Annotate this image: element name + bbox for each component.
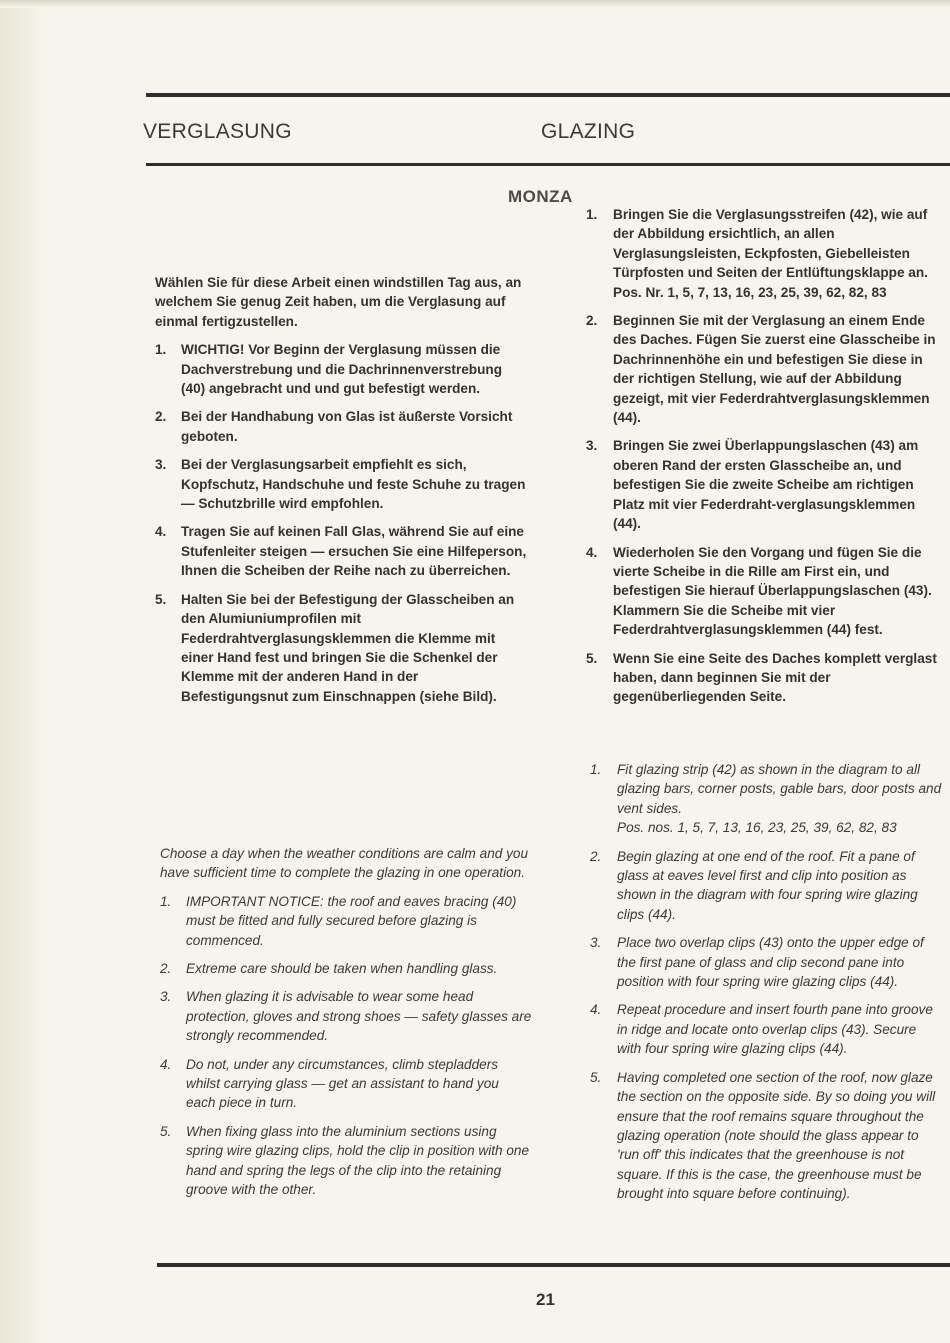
model-subtitle: MONZA	[508, 187, 573, 206]
list-item: 5. Halten Sie bei der Befestigung der Glasscheiben an den Alumiuniumprofilen mit Federdrahtverglasungsklemmen die Klemme mit einer Hand fest und bringen Sie die Schenkel der Klemme mit der anderen Hand in der Befestigungsnut zum Einschnappen (siehe Bild).	[155, 591, 515, 704]
page-edge-shadow	[0, 0, 42, 1343]
list-item: 2. Extreme care should be taken when handling glass.	[160, 961, 498, 977]
bottom-rule	[157, 1263, 950, 1267]
list-item: 3. Bringen Sie zwei Überlappungslaschen (43) am oberen Rand der ersten Glasscheibe an, und befestigen Sie die zweite Scheibe am richtigen Platz mit vier Federdraht-verglasungsklemmen (44).	[586, 438, 919, 532]
english-intro: Choose a day when the weather conditions are calm and you have sufficient time to complete the glazing in one operation.	[160, 846, 529, 881]
german-intro: Wählen Sie für diese Arbeit einen windstillen Tag aus, an welchem Sie genug Zeit haben, um die Verglasung auf einmal fertigzustellen.	[155, 275, 522, 329]
list-item: 5. Having completed one section of the roof, now glaze the section on the opposite side. By so doing you will ensure that the roof remains square throughout the glazing operation (note should the glass appear to 'run off' this indicates that the greenhouse is not square. If this is the case, the greenhouse must be brought into square before continuing).	[590, 1069, 936, 1202]
page-number: 21	[536, 1290, 555, 1309]
list-item: 1. Fit glazing strip (42) as shown in the diagram to all glazing bars, corner posts, gable bars, door posts and vent sides. Pos. nos. 1, 5, 7, 13, 16, 23, 25, 39, 62, 82, 83	[590, 762, 942, 836]
header-left-title: VERGLASUNG	[143, 120, 292, 143]
list-item: 3. Place two overlap clips (43) onto the upper edge of the first pane of glass and clip second pane into position with four spring wire glazing clips (44).	[590, 935, 924, 990]
german-right-list	[586, 205, 944, 707]
header-right-title: GLAZING	[541, 120, 636, 143]
top-rule	[146, 93, 950, 97]
english-left-list	[160, 892, 532, 1200]
english-right-list	[590, 760, 944, 1204]
list-item: 2. Bei der Handhabung von Glas ist äußerste Vorsicht geboten.	[155, 409, 513, 444]
list-item: 1. WICHTIG! Vor Beginn der Verglasung müssen die Dachverstrebung und die Dachrinnenverstrebung (40) angebracht und und gut befestigt werden.	[155, 342, 503, 397]
german-right-column	[586, 196, 944, 707]
list-item: 4. Repeat procedure and insert fourth pane into groove in ridge and locate onto overlap clips (43). Secure with four spring wire glazing clips (44).	[590, 1002, 933, 1057]
page-edge-top	[0, 0, 950, 8]
english-left-column	[160, 844, 532, 1200]
list-item: 5. When fixing glass into the aluminium sections using spring wire glazing clips, hold the clip in position with one hand and spring the legs of the clip into the retaining groove with the other.	[160, 1123, 530, 1198]
list-item: 1. Bringen Sie die Verglasungsstreifen (42), wie auf der Abbildung ersichtlich, an allen Verglasungsleisten, Eckpfosten, Giebelleisten Türpfosten und Seiten der Entlüftungsklappe an. Pos. Nr. 1, 5, 7, 13, 16, 23, 25, 39, 62, 82, 83	[586, 207, 928, 300]
list-item: 2. Begin glazing at one end of the roof. Fit a pane of glass at eaves level first and clip into position as shown in the diagram with four spring wire glazing clips (44).	[590, 848, 918, 922]
english-right-column	[590, 751, 944, 1204]
list-item: 3. Bei der Verglasungsarbeit empfiehlt es sich, Kopfschutz, Handschuhe und feste Schuhe zu tragen — Schutzbrille wird empfohlen.	[155, 457, 526, 512]
list-item: 4. Do not, under any circumstances, climb stepladders whilst carrying glass — get an assistant to hand you each piece in turn.	[160, 1056, 499, 1111]
list-item: 4. Wiederholen Sie den Vorgang und fügen Sie die vierte Scheibe in die Rille am First ein, und befestigen Sie hierauf Überlappungslaschen (43). Klammern Sie die Scheibe mit vier Federdrahtverglasungsklemmen (44) fest.	[586, 544, 932, 638]
list-item: 1. IMPORTANT NOTICE: the roof and eaves bracing (40) must be fitted and fully secured before glazing is commenced.	[160, 893, 517, 948]
list-item: 5. Wenn Sie eine Seite des Daches komplett verglast haben, dann beginnen Sie mit der gegenüberliegenden Seite.	[586, 650, 937, 705]
german-left-column	[155, 273, 528, 706]
header-rule	[146, 163, 950, 166]
list-item: 2. Beginnen Sie mit der Verglasung an einem Ende des Daches. Fügen Sie zuerst eine Glasscheibe in Dachrinnenhöhe ein und befestigen Sie diese in der richtigen Stellung, wie auf der Abbildung gezeigt, mit vier Federdrahtverglasungsklemmen (44).	[586, 313, 936, 426]
german-left-list	[155, 340, 528, 706]
list-item: 4. Tragen Sie auf keinen Fall Glas, während Sie auf eine Stufenleiter steigen — ersuchen Sie eine Hilfeperson, Ihnen die Scheiben der Reihe nach zu überreichen.	[155, 524, 527, 579]
list-item: 3. When glazing it is advisable to wear some head protection, gloves and strong shoes — safety glasses are strongly recommended.	[160, 989, 532, 1044]
